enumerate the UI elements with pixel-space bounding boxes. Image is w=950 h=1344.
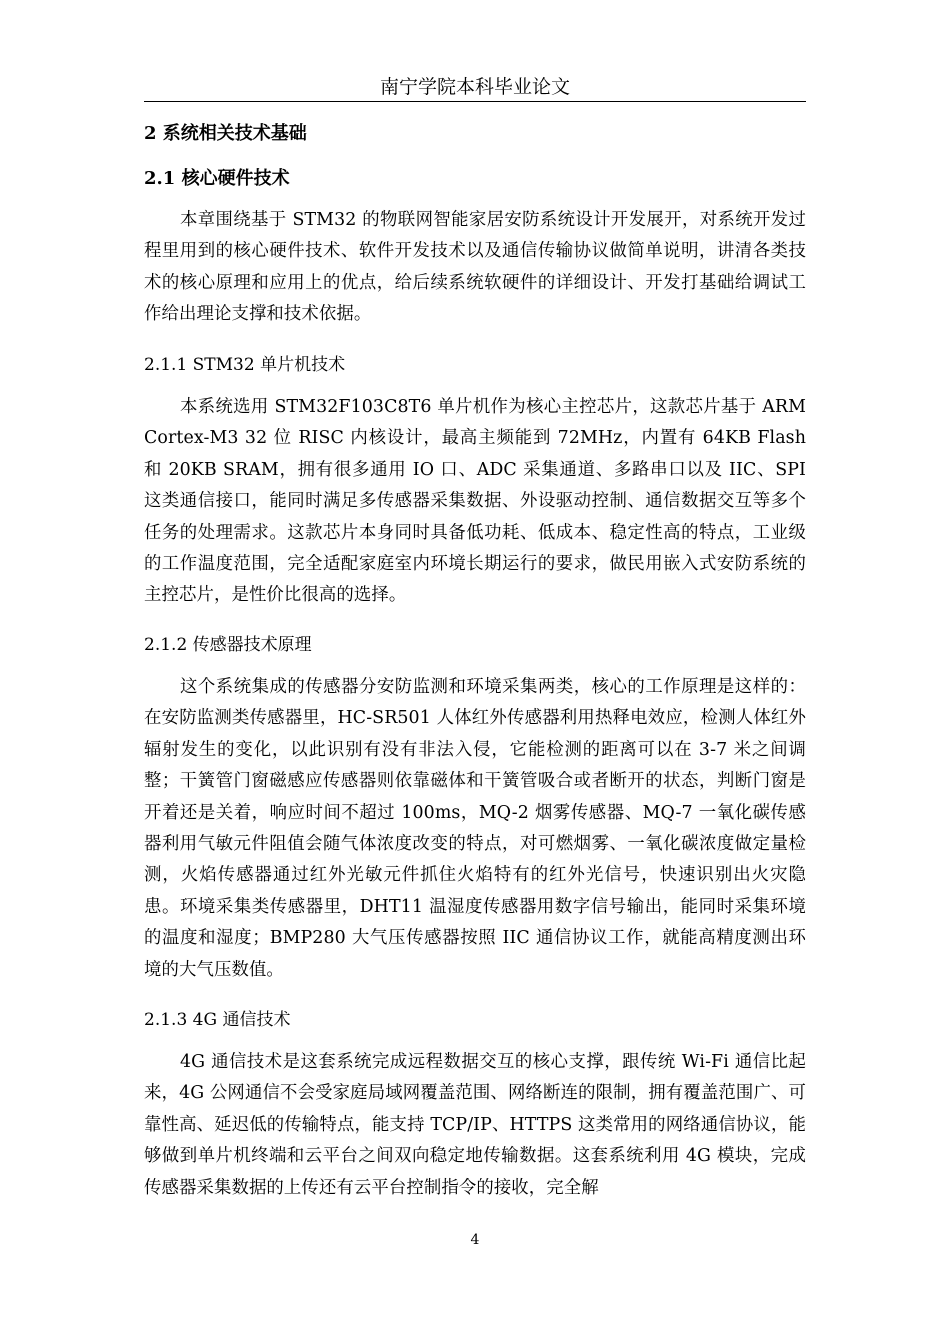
- 4g-paragraph: 4G 通信技术是这套系统完成远程数据交互的核心支撑，跟传统 Wi-Fi 通信比起来，4G 公网通信不会受家庭局域网覆盖范围、网络断连的限制，拥有覆盖范围广、可靠性高、延迟低的传输特点，能支持 TCP/IP、HTTPS 这类常用的网络通信协议，能够做到单片机终端和云平台之间双向稳定地传输数据。这套系统利用 4G 模块，完成传感器采集数据的上传还有云平台控制指令的接收，完全解: [144, 1052, 806, 1198]
- subsection-heading-2-1-3: 2.1.3 4G 通信技术: [144, 1010, 291, 1030]
- subsection-heading-2-1-2: 2.1.2 传感器技术原理: [144, 635, 312, 655]
- section-heading: 2 系统相关技术基础: [144, 123, 307, 144]
- page-number: 4: [470, 1232, 480, 1248]
- running-header: 南宁学院本科毕业论文: [379, 76, 570, 98]
- header-rule: [144, 101, 806, 102]
- subsection-heading-2-1-1: 2.1.1 STM32 单片机技术: [144, 355, 346, 375]
- sensor-paragraph: 这个系统集成的传感器分安防监测和环境采集两类，核心的工作原理是这样的：在安防监测类传感器里，HC-SR501 人体红外传感器利用热释电效应，检测人体红外辐射发生的变化，以此识别有没有非法入侵，它能检测的距离可以在 3-7 米之间调整；干簧管门窗磁感应传感器则依靠磁体和干簧管吸合或者断开的状态，判断门窗是开着还是关着，响应时间不超过 100ms，MQ-2 烟雾传感器、MQ-7 一氧化碳传感器利用气敏元件阻值会随气体浓度改变的特点，对可燃烟雾、一氧化碳浓度做定量检测，火焰传感器通过红外光敏元件抓住火焰特有的红外光信号，快速识别出火灾隐患。环境采集类传感器里，DHT11 温湿度传感器用数字信号输出，能同时采集环境的温度和湿度；BMP280 大气压传感器按照 IIC 通信协议工作，就能高精度测出环境的大气压数值。: [144, 677, 806, 980]
- stm32-paragraph: 本系统选用 STM32F103C8T6 单片机作为核心主控芯片，这款芯片基于 ARM Cortex-M3 32 位 RISC 内核设计，最高主频能到 72MHz，内置有 64KB Flash 和 20KB SRAM，拥有很多通用 IO 口、ADC 采集通道、多路串口以及 IIC、SPI 这类通信接口，能同时满足多传感器采集数据、外设驱动控制、通信数据交互等多个任务的处理需求。这款芯片本身同时具备低功耗、低成本、稳定性高的特点，工业级的工作温度范围，完全适配家庭室内环境长期运行的要求，做民用嵌入式安防系统的主控芯片，是性价比很高的选择。: [144, 397, 806, 606]
- subsection-heading-2-1: 2.1 核心硬件技术: [144, 168, 290, 189]
- intro-paragraph: 本章围绕基于 STM32 的物联网智能家居安防系统设计开发展开，对系统开发过程里用到的核心硬件技术、软件开发技术以及通信传输协议做简单说明，讲清各类技术的核心原理和应用上的优点，给后续系统软硬件的详细设计、开发打基础给调试工作给出理论支撑和技术依据。: [144, 210, 806, 325]
